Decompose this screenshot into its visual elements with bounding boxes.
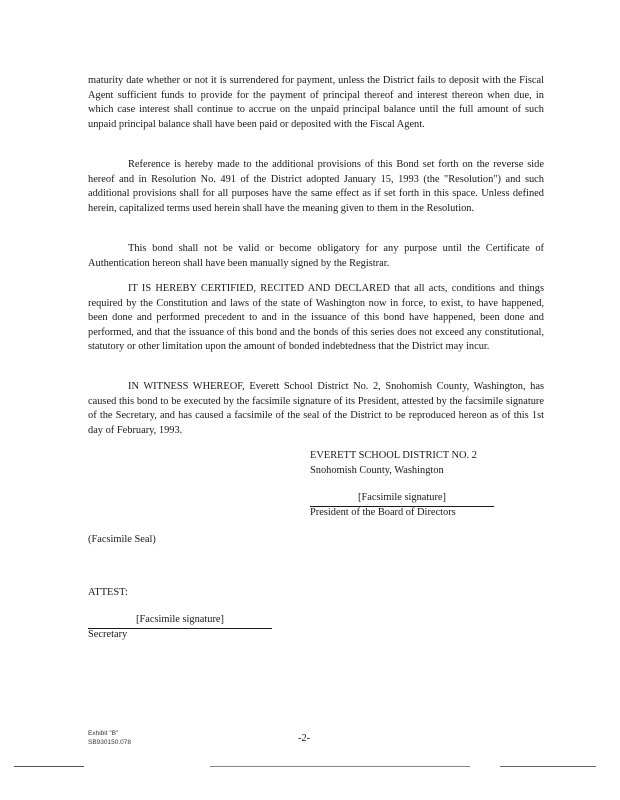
secretary-signature: [Facsimile signature] [88,613,272,629]
secretary-signature-line [88,613,272,629]
district-name: EVERETT SCHOOL DISTRICT NO. 2 [310,450,477,461]
facsimile-seal: (Facsimile Seal) [88,534,156,545]
paragraph-witness: IN WITNESS WHEREOF, Everett School District No. 2, Snohomish County, Washington, has caused this bond to be executed by the facsimile signature of its President, attested by the facsimile signature of the Secretary, and has caused a facsimile of the seal of the District to be reproduced hereon as of this 1st day of February, 1993. [88,381,544,436]
attest-label: ATTEST: [88,587,128,598]
paragraph-certification: IT IS HEREBY CERTIFIED, RECITED AND DECLARED that all acts, conditions and things required by the Constitution and laws of the state of Washington now in force, to exist, to have happened, been done and performed precedent to and in the issuance of this bond have happened, been done and performed, and that the issuance of this bond and the bonds of this series does not exceed any constitutional, statutory or other limitation upon the amount of bonded indebtedness that the District may incur. [88,283,544,353]
president-signature-line [310,491,494,507]
page-number: -2- [298,733,311,744]
district-signature-block [310,449,550,478]
district-county: Snohomish County, Washington [310,464,444,476]
secretary-title: Secretary [88,629,128,640]
president-signature: [Facsimile signature] [310,491,494,507]
paragraph-reference: Reference is hereby made to the additional provisions of this Bond set forth on the reverse side hereof and in Resolution No. 491 of the District adopted January 15, 1993 (the "Resolution") and such additional provisions shall for all purposes have the same effect as if set forth in this space. Unless defined herein, capitalized terms used herein shall have the meaning given to them in the Resolution. [88,159,544,214]
footer-exhibit: Exhibit "B" [88,730,119,737]
footer-file-code: SB930150.078 [88,739,132,746]
scan-artifact-line [14,766,84,767]
scan-artifact-line [500,766,596,767]
paragraph-validity: This bond shall not be valid or become obligatory for any purpose until the Certificate of Authentication hereon shall have been manually signed by the Registrar. [88,243,544,269]
paragraph-maturity: maturity date whether or not it is surrendered for payment, unless the District fails to deposit with the Fiscal Agent sufficient funds to provide for the payment of principal thereof and interest thereon when due, in which case interest shall continue to accrue on the unpaid principal balance until the full amount of such unpaid principal balance shall have been paid or deposited with the Fiscal Agent. [88,75,544,130]
president-title: President of the Board of Directors [310,507,456,518]
scan-artifact-line [210,766,470,767]
